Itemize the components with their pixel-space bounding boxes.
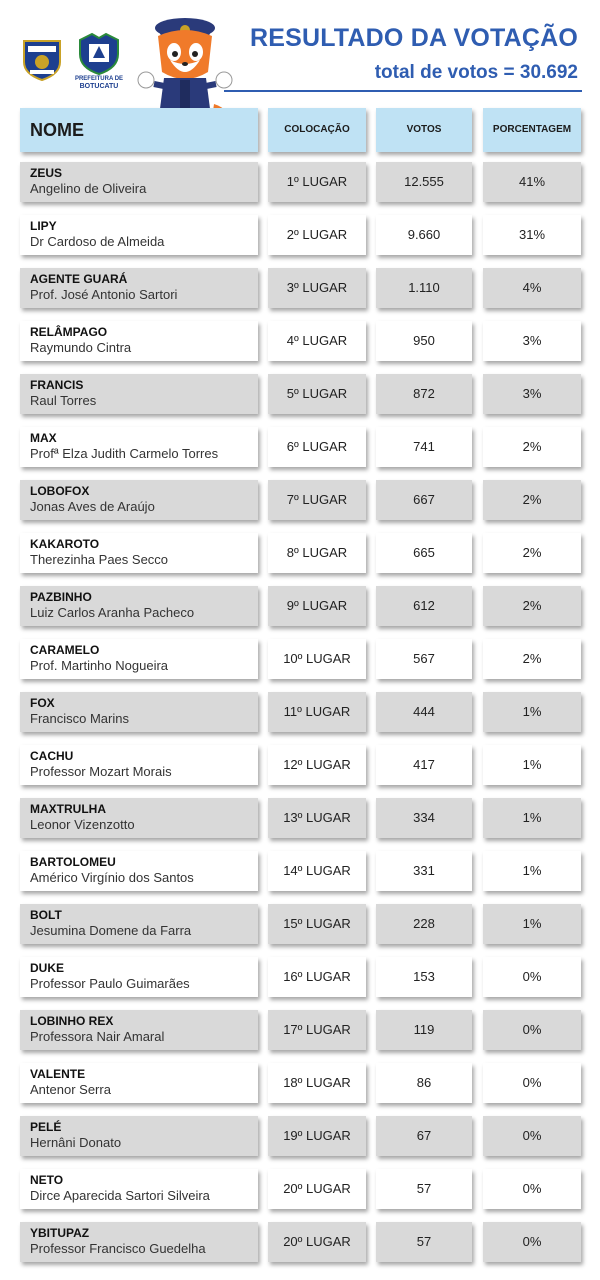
votes-cell: 57 (376, 1169, 472, 1209)
candidate-cell (20, 1169, 258, 1209)
candidate-name: Luiz Carlos Aranha Pacheco (30, 605, 195, 620)
candidate-nickname: BOLT (30, 908, 62, 922)
placement-cell: 9º LUGAR (268, 586, 366, 626)
column-header-votes: VOTOS (376, 108, 472, 152)
placement-cell: 16º LUGAR (268, 957, 366, 997)
candidate-nickname: BARTOLOMEU (30, 855, 116, 869)
table-row (0, 639, 600, 683)
percentage-cell: 0% (483, 1010, 581, 1050)
candidate-name: Francisco Marins (30, 711, 129, 726)
placement-cell: 10º LUGAR (268, 639, 366, 679)
candidate-nickname: PELÉ (30, 1120, 62, 1134)
table-row (0, 1116, 600, 1160)
percentage-cell: 1% (483, 904, 581, 944)
candidate-cell (20, 321, 258, 361)
candidate-cell (20, 798, 258, 838)
candidate-nickname: PAZBINHO (30, 590, 92, 604)
candidate-name: Prof. Martinho Nogueira (30, 658, 169, 673)
table-row (0, 1169, 600, 1213)
candidate-nickname: CACHU (30, 749, 74, 763)
percentage-cell: 2% (483, 427, 581, 467)
candidate-name: Dr Cardoso de Almeida (30, 234, 165, 249)
candidate-name: Hernâni Donato (30, 1135, 122, 1150)
candidate-cell (20, 1222, 258, 1262)
candidate-name: Américo Virgínio dos Santos (30, 870, 194, 885)
percentage-cell: 0% (483, 1222, 581, 1262)
candidate-name: Leonor Vizenzotto (30, 817, 135, 832)
votes-cell: 665 (376, 533, 472, 573)
placement-cell: 14º LUGAR (268, 851, 366, 891)
votes-cell: 444 (376, 692, 472, 732)
percentage-cell: 2% (483, 586, 581, 626)
votes-cell: 741 (376, 427, 472, 467)
candidate-nickname: MAX (30, 431, 57, 445)
column-header-percentage: PORCENTAGEM (483, 108, 581, 152)
candidate-name: Professor Mozart Morais (30, 764, 172, 779)
candidate-name: Raul Torres (30, 393, 97, 408)
candidate-cell (20, 533, 258, 573)
votes-cell: 417 (376, 745, 472, 785)
table-row (0, 798, 600, 842)
votes-cell: 9.660 (376, 215, 472, 255)
candidate-nickname: MAXTRULHA (30, 802, 106, 816)
candidate-name: Raymundo Cintra (30, 340, 132, 355)
table-row (0, 480, 600, 524)
candidate-cell (20, 692, 258, 732)
placement-cell: 18º LUGAR (268, 1063, 366, 1103)
candidate-cell (20, 427, 258, 467)
percentage-cell: 2% (483, 639, 581, 679)
table-row (0, 1222, 600, 1266)
candidate-name: Professor Paulo Guimarães (30, 976, 190, 991)
table-row (0, 904, 600, 948)
candidate-cell (20, 268, 258, 308)
guarda-municipal-shield-icon (20, 38, 64, 82)
placement-cell: 20º LUGAR (268, 1169, 366, 1209)
candidate-nickname: DUKE (30, 961, 65, 975)
table-row (0, 692, 600, 736)
percentage-cell: 1% (483, 851, 581, 891)
total-votes: total de votos = 30.692 (374, 62, 578, 83)
candidate-nickname: RELÂMPAGO (30, 325, 108, 339)
placement-cell: 8º LUGAR (268, 533, 366, 573)
candidate-cell (20, 215, 258, 255)
table-row (0, 1063, 600, 1107)
candidate-nickname: VALENTE (30, 1067, 86, 1081)
candidate-cell (20, 745, 258, 785)
percentage-cell: 41% (483, 162, 581, 202)
candidate-name: Prof. José Antonio Sartori (30, 287, 178, 302)
table-row (0, 745, 600, 789)
candidate-nickname: AGENTE GUARÁ (30, 272, 128, 286)
candidate-name: Profª Elza Judith Carmelo Torres (30, 446, 219, 461)
candidate-cell (20, 957, 258, 997)
prefeitura-botucatu-logo (74, 30, 124, 94)
percentage-cell: 4% (483, 268, 581, 308)
candidate-name: Dirce Aparecida Sartori Silveira (30, 1188, 210, 1203)
candidate-nickname: LOBINHO REX (30, 1014, 114, 1028)
placement-cell: 4º LUGAR (268, 321, 366, 361)
placement-cell: 1º LUGAR (268, 162, 366, 202)
candidate-name: Jonas Aves de Araújo (30, 499, 155, 514)
table-row (0, 1010, 600, 1054)
percentage-cell: 2% (483, 533, 581, 573)
candidate-cell (20, 374, 258, 414)
candidate-nickname: KAKAROTO (30, 537, 100, 551)
candidate-name: Therezinha Paes Secco (30, 552, 169, 567)
votes-cell: 119 (376, 1010, 472, 1050)
candidate-name: Professora Nair Amaral (30, 1029, 165, 1044)
percentage-cell: 2% (483, 480, 581, 520)
percentage-cell: 0% (483, 1169, 581, 1209)
votes-cell: 228 (376, 904, 472, 944)
candidate-cell (20, 162, 258, 202)
prefeitura-label-2: BOTUCATU (79, 83, 119, 90)
table-row (0, 321, 600, 365)
table-row (0, 427, 600, 471)
placement-cell: 19º LUGAR (268, 1116, 366, 1156)
placement-cell: 7º LUGAR (268, 480, 366, 520)
candidate-nickname: YBITUPAZ (30, 1226, 90, 1240)
table-row (0, 374, 600, 418)
candidate-cell (20, 1063, 258, 1103)
table-row (0, 586, 600, 630)
votes-cell: 86 (376, 1063, 472, 1103)
votes-cell: 331 (376, 851, 472, 891)
candidate-cell (20, 851, 258, 891)
placement-cell: 13º LUGAR (268, 798, 366, 838)
candidate-cell (20, 1116, 258, 1156)
table-row (0, 851, 600, 895)
prefeitura-botucatu-crest-icon (74, 30, 124, 76)
candidate-name: Antenor Serra (30, 1082, 111, 1097)
candidate-name: Angelino de Oliveira (30, 181, 147, 196)
votes-cell: 12.555 (376, 162, 472, 202)
candidate-nickname: LOBOFOX (30, 484, 90, 498)
votes-cell: 1.110 (376, 268, 472, 308)
title-underline (224, 90, 582, 92)
table-row (0, 268, 600, 312)
table-row (0, 215, 600, 259)
percentage-cell: 3% (483, 321, 581, 361)
placement-cell: 15º LUGAR (268, 904, 366, 944)
prefeitura-label-1: PREFEITURA DE (74, 76, 124, 82)
percentage-cell: 0% (483, 1116, 581, 1156)
candidate-cell (20, 1010, 258, 1050)
candidate-nickname: NETO (30, 1173, 64, 1187)
table-row (0, 162, 600, 206)
votes-cell: 153 (376, 957, 472, 997)
placement-cell: 6º LUGAR (268, 427, 366, 467)
candidate-cell (20, 586, 258, 626)
candidate-cell (20, 639, 258, 679)
placement-cell: 20º LUGAR (268, 1222, 366, 1262)
percentage-cell: 0% (483, 1063, 581, 1103)
candidate-nickname: CARAMELO (30, 643, 100, 657)
table-row (0, 957, 600, 1001)
votes-cell: 612 (376, 586, 472, 626)
candidate-cell (20, 904, 258, 944)
percentage-cell: 1% (483, 745, 581, 785)
votes-cell: 567 (376, 639, 472, 679)
placement-cell: 3º LUGAR (268, 268, 366, 308)
candidate-nickname: LIPY (30, 219, 57, 233)
page-title: RESULTADO DA VOTAÇÃO (249, 24, 578, 52)
placement-cell: 5º LUGAR (268, 374, 366, 414)
votes-cell: 872 (376, 374, 472, 414)
percentage-cell: 1% (483, 798, 581, 838)
votes-cell: 334 (376, 798, 472, 838)
placement-cell: 17º LUGAR (268, 1010, 366, 1050)
votes-cell: 667 (376, 480, 472, 520)
votes-cell: 67 (376, 1116, 472, 1156)
percentage-cell: 31% (483, 215, 581, 255)
percentage-cell: 3% (483, 374, 581, 414)
column-header-placement: COLOCAÇÃO (268, 108, 366, 152)
column-header-name: NOME (20, 108, 258, 152)
candidate-cell (20, 480, 258, 520)
candidate-nickname: FOX (30, 696, 55, 710)
percentage-cell: 1% (483, 692, 581, 732)
votes-cell: 950 (376, 321, 472, 361)
candidate-name: Professor Francisco Guedelha (30, 1241, 206, 1256)
votes-cell: 57 (376, 1222, 472, 1262)
placement-cell: 2º LUGAR (268, 215, 366, 255)
table-row (0, 533, 600, 577)
candidate-nickname: FRANCIS (30, 378, 84, 392)
placement-cell: 11º LUGAR (268, 692, 366, 732)
percentage-cell: 0% (483, 957, 581, 997)
candidate-nickname: ZEUS (30, 166, 63, 180)
placement-cell: 12º LUGAR (268, 745, 366, 785)
candidate-name: Jesumina Domene da Farra (30, 923, 192, 938)
